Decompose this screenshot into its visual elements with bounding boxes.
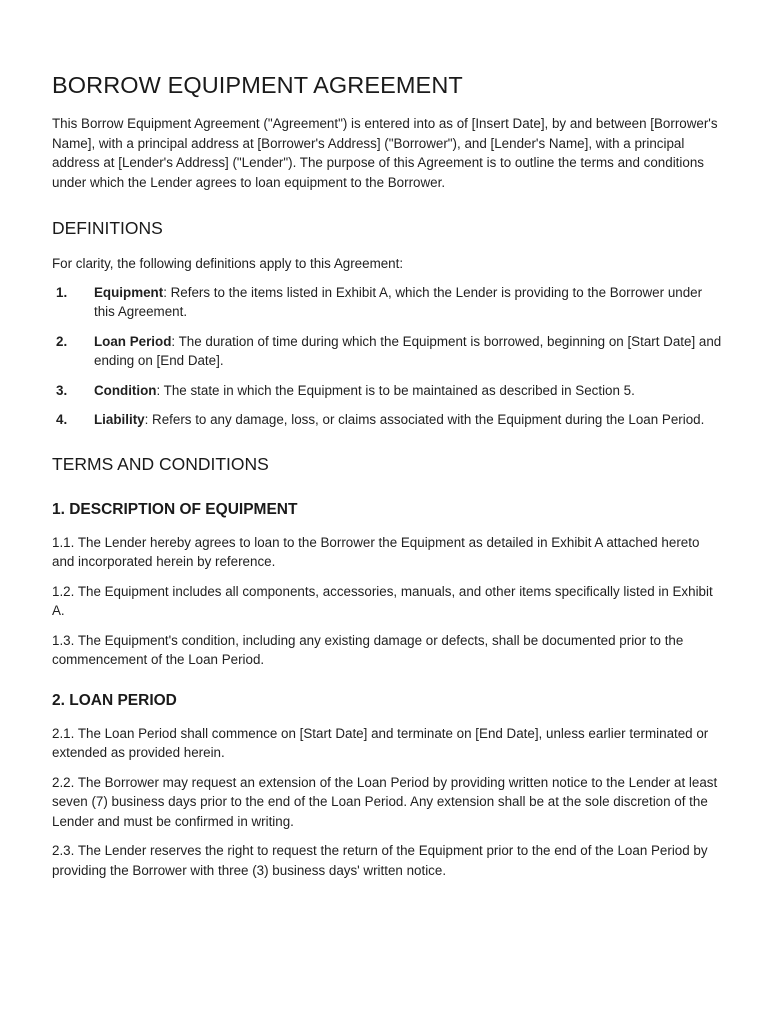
definition-term: Equipment bbox=[94, 284, 164, 300]
section-heading-loan-period: 2. LOAN PERIOD bbox=[52, 691, 177, 709]
definition-number: 3. bbox=[56, 382, 68, 398]
clause-2-3: 2.3. The Lender reserves the right to request the return of the Equipment prior to the end of the Loan Period by providing the Borrower with three (3) business days' written notice. bbox=[52, 843, 708, 878]
definition-item bbox=[52, 283, 722, 322]
definition-term: Loan Period bbox=[94, 333, 172, 349]
definition-item bbox=[52, 381, 722, 401]
definitions-heading: DEFINITIONS bbox=[52, 218, 163, 238]
definition-term: Liability bbox=[94, 412, 145, 427]
clause-1-3: 1.3. The Equipment's condition, including any existing damage or defects, shall be documented prior to the commencement of the Loan Period. bbox=[52, 632, 684, 667]
clause-1-2: 1.2. The Equipment includes all components, accessories, manuals, and other items specifically listed in Exhibit A. bbox=[52, 583, 713, 618]
definition-number: 2. bbox=[56, 333, 68, 349]
definition-text: : Refers to any damage, loss, or claims associated with the Equipment during the Loan Period. bbox=[144, 412, 705, 427]
clause-2-1: 2.1. The Loan Period shall commence on [Start Date] and terminate on [End Date], unless earlier terminated or extended as provided herein. bbox=[52, 725, 709, 760]
intro-paragraph: This Borrow Equipment Agreement ("Agreement") is entered into as of [Insert Date], by and between [Borrower's Name], with a principal address at [Borrower's Address] ("Borrower"), and [Lender's Name], with a principal address at [Lender's Address] ("Lender"). The purpose of this Agreement is to outline the terms and conditions under which the Lender agrees to loan equipment to the Borrower. bbox=[52, 116, 718, 190]
terms-heading: TERMS AND CONDITIONS bbox=[52, 453, 269, 474]
definition-text: : The state in which the Equipment is to be maintained as described in Section 5. bbox=[156, 382, 635, 398]
document-title: BORROW EQUIPMENT AGREEMENT bbox=[52, 72, 463, 98]
definitions-list bbox=[52, 283, 722, 430]
definitions-lead: For clarity, the following definitions apply to this Agreement: bbox=[52, 256, 404, 271]
definition-term: Condition bbox=[94, 382, 157, 398]
definition-text: : The duration of time during which the Equipment is borrowed, beginning on [Start Date] and ending on [End Date]. bbox=[94, 333, 722, 368]
clause-1-1: 1.1. The Lender hereby agrees to loan to the Borrower the Equipment as detailed in Exhibit A attached hereto and incorporated herein by reference. bbox=[52, 534, 700, 569]
definition-item bbox=[52, 410, 722, 430]
definition-number: 1. bbox=[56, 284, 68, 300]
definition-item bbox=[52, 332, 722, 371]
definition-number: 4. bbox=[56, 412, 68, 427]
document-page bbox=[52, 70, 722, 890]
definition-text: : Refers to the items listed in Exhibit A, which the Lender is providing to the Borrower under this Agreement. bbox=[94, 284, 703, 319]
clause-2-2: 2.2. The Borrower may request an extension of the Loan Period by providing written notice to the Lender at least seven (7) business days prior to the end of the Loan Period. Any extension shall be at the sole discretion of the Lender and must be confirmed in writing. bbox=[52, 774, 718, 829]
section-heading-equipment: 1. DESCRIPTION OF EQUIPMENT bbox=[52, 500, 298, 518]
